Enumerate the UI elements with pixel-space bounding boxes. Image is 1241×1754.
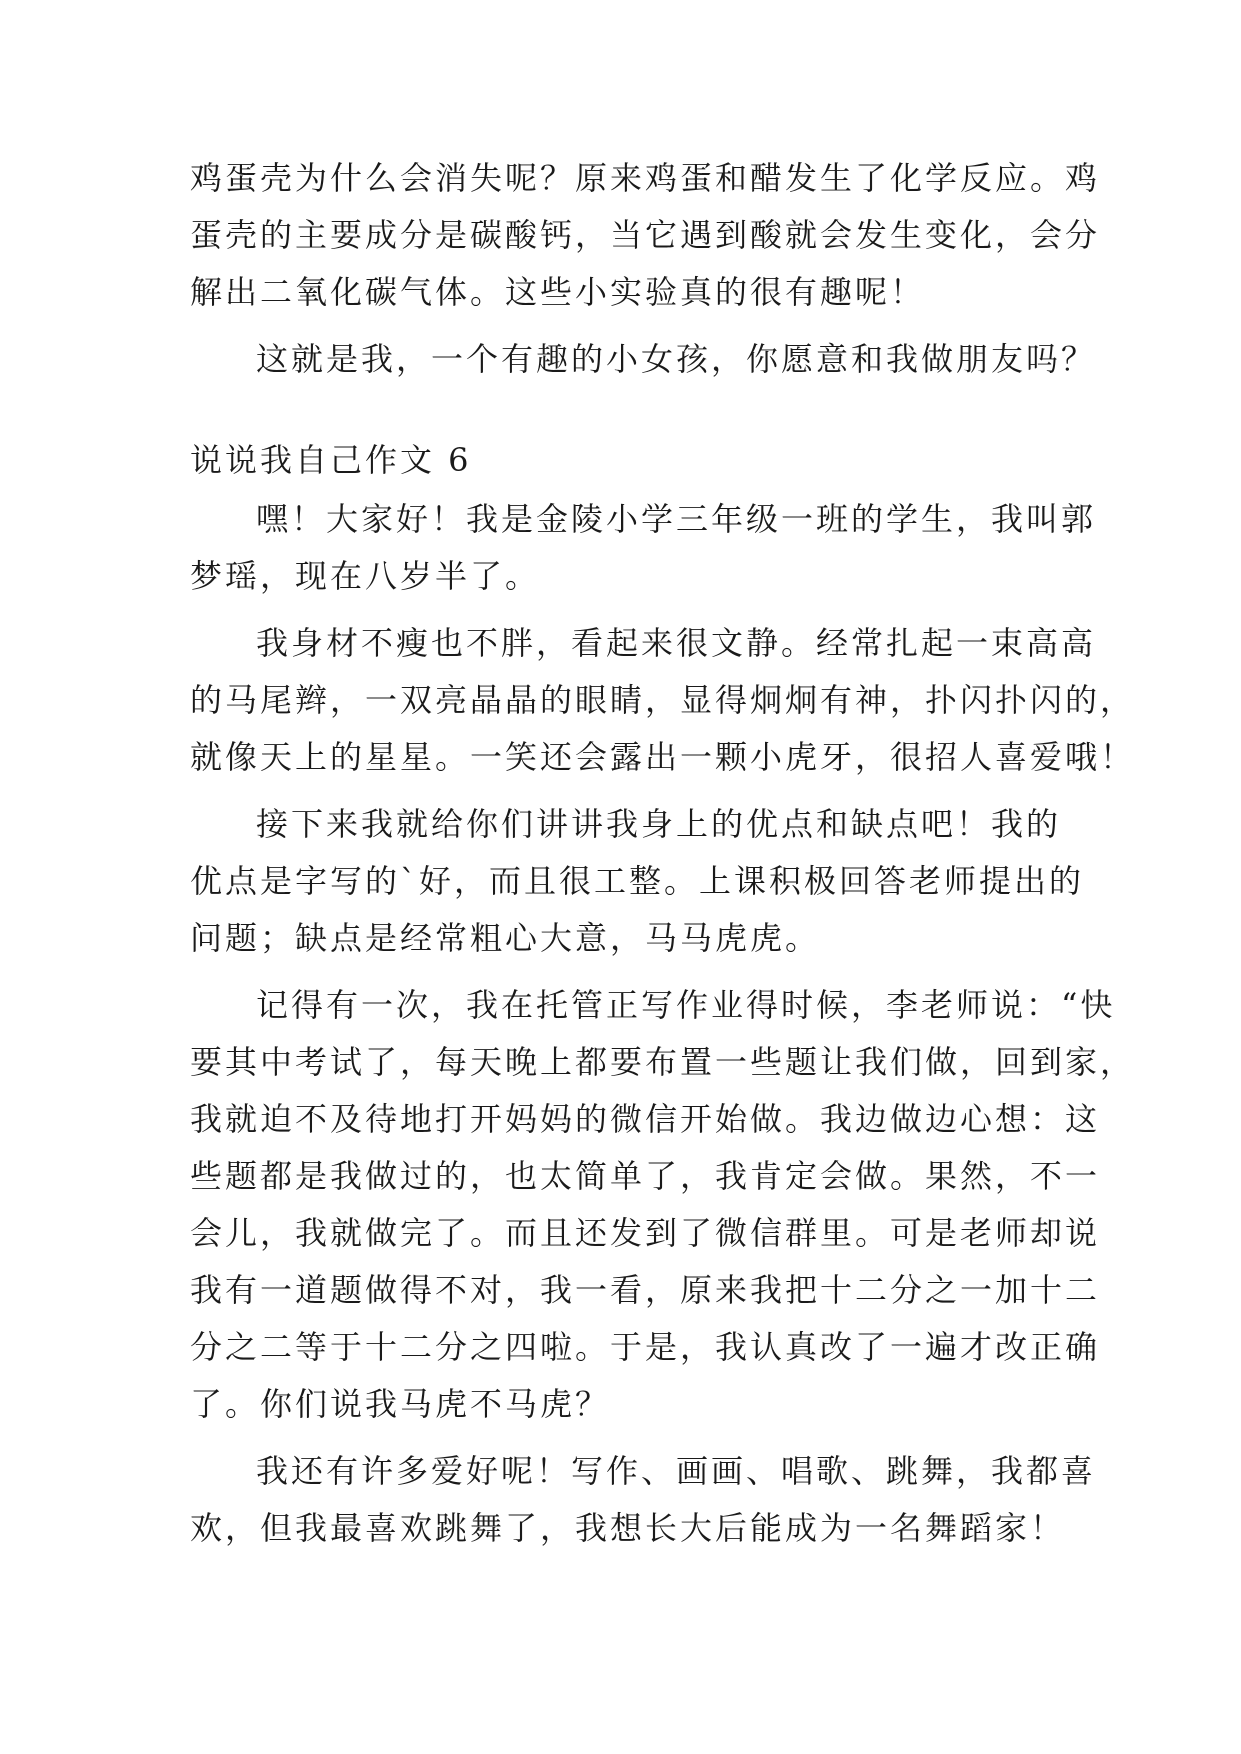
text-line: 记得有一次，我在托管正写作业得时候，李老师说：“快 <box>256 986 1116 1024</box>
paragraph <box>190 796 1085 967</box>
paragraph <box>190 615 1136 786</box>
document-body <box>190 150 1136 1557</box>
text-line: 的马尾辫，一双亮晶晶的眼睛，显得炯炯有神，扑闪扑闪的， <box>190 681 1136 719</box>
paragraph <box>190 150 1101 321</box>
text-line: 接下来我就给你们讲讲我身上的优点和缺点吧！我的 <box>256 805 1062 843</box>
text-line: 解出二氧化碳气体。这些小实验真的很有趣呢！ <box>190 273 926 311</box>
text-line: 了。你们说我马虎不马虎？ <box>190 1385 611 1423</box>
paragraph <box>190 491 1097 605</box>
text-line: 这就是我，一个有趣的小女孩，你愿意和我做朋友吗？ <box>256 340 1097 378</box>
text-line: 我有一道题做得不对，我一看，原来我把十二分之一加十二 <box>190 1271 1101 1309</box>
text-line: 要其中考试了，每天晚上都要布置一些题让我们做，回到家， <box>190 1043 1136 1081</box>
text-line: 分之二等于十二分之四啦。于是，我认真改了一遍才改正确 <box>190 1328 1101 1366</box>
paragraph <box>190 1443 1097 1557</box>
paragraph <box>190 977 1136 1433</box>
text-line: 我还有许多爱好呢！写作、画画、唱歌、跳舞，我都喜 <box>256 1452 1097 1490</box>
text-line: 欢，但我最喜欢跳舞了，我想长大后能成为一名舞蹈家！ <box>190 1509 1066 1547</box>
text-line: 就像天上的星星。一笑还会露出一颗小虎牙，很招人喜爱哦！ <box>190 738 1136 776</box>
text-line: 蛋壳的主要成分是碳酸钙，当它遇到酸就会发生变化，会分 <box>190 216 1101 254</box>
text-line: 梦瑶，现在八岁半了。 <box>190 557 541 595</box>
text-line: 优点是字写的`好，而且很工整。上课积极回答老师提出的 <box>190 862 1085 900</box>
paragraph <box>190 331 1097 388</box>
text-line: 鸡蛋壳为什么会消失呢？原来鸡蛋和醋发生了化学反应。鸡 <box>190 159 1101 197</box>
text-line: 会儿，我就做完了。而且还发到了微信群里。可是老师却说 <box>190 1214 1101 1252</box>
text-line: 我就迫不及待地打开妈妈的微信开始做。我边做边心想：这 <box>190 1100 1101 1138</box>
text-line: 问题；缺点是经常粗心大意，马马虎虎。 <box>190 919 821 957</box>
essay-title: 说说我自己作文 6 <box>190 441 472 479</box>
text-line: 嘿！大家好！我是金陵小学三年级一班的学生，我叫郭 <box>256 500 1097 538</box>
text-line: 我身材不瘦也不胖，看起来很文静。经常扎起一束高高 <box>256 624 1097 662</box>
text-line: 些题都是我做过的，也太简单了，我肯定会做。果然，不一 <box>190 1157 1101 1195</box>
